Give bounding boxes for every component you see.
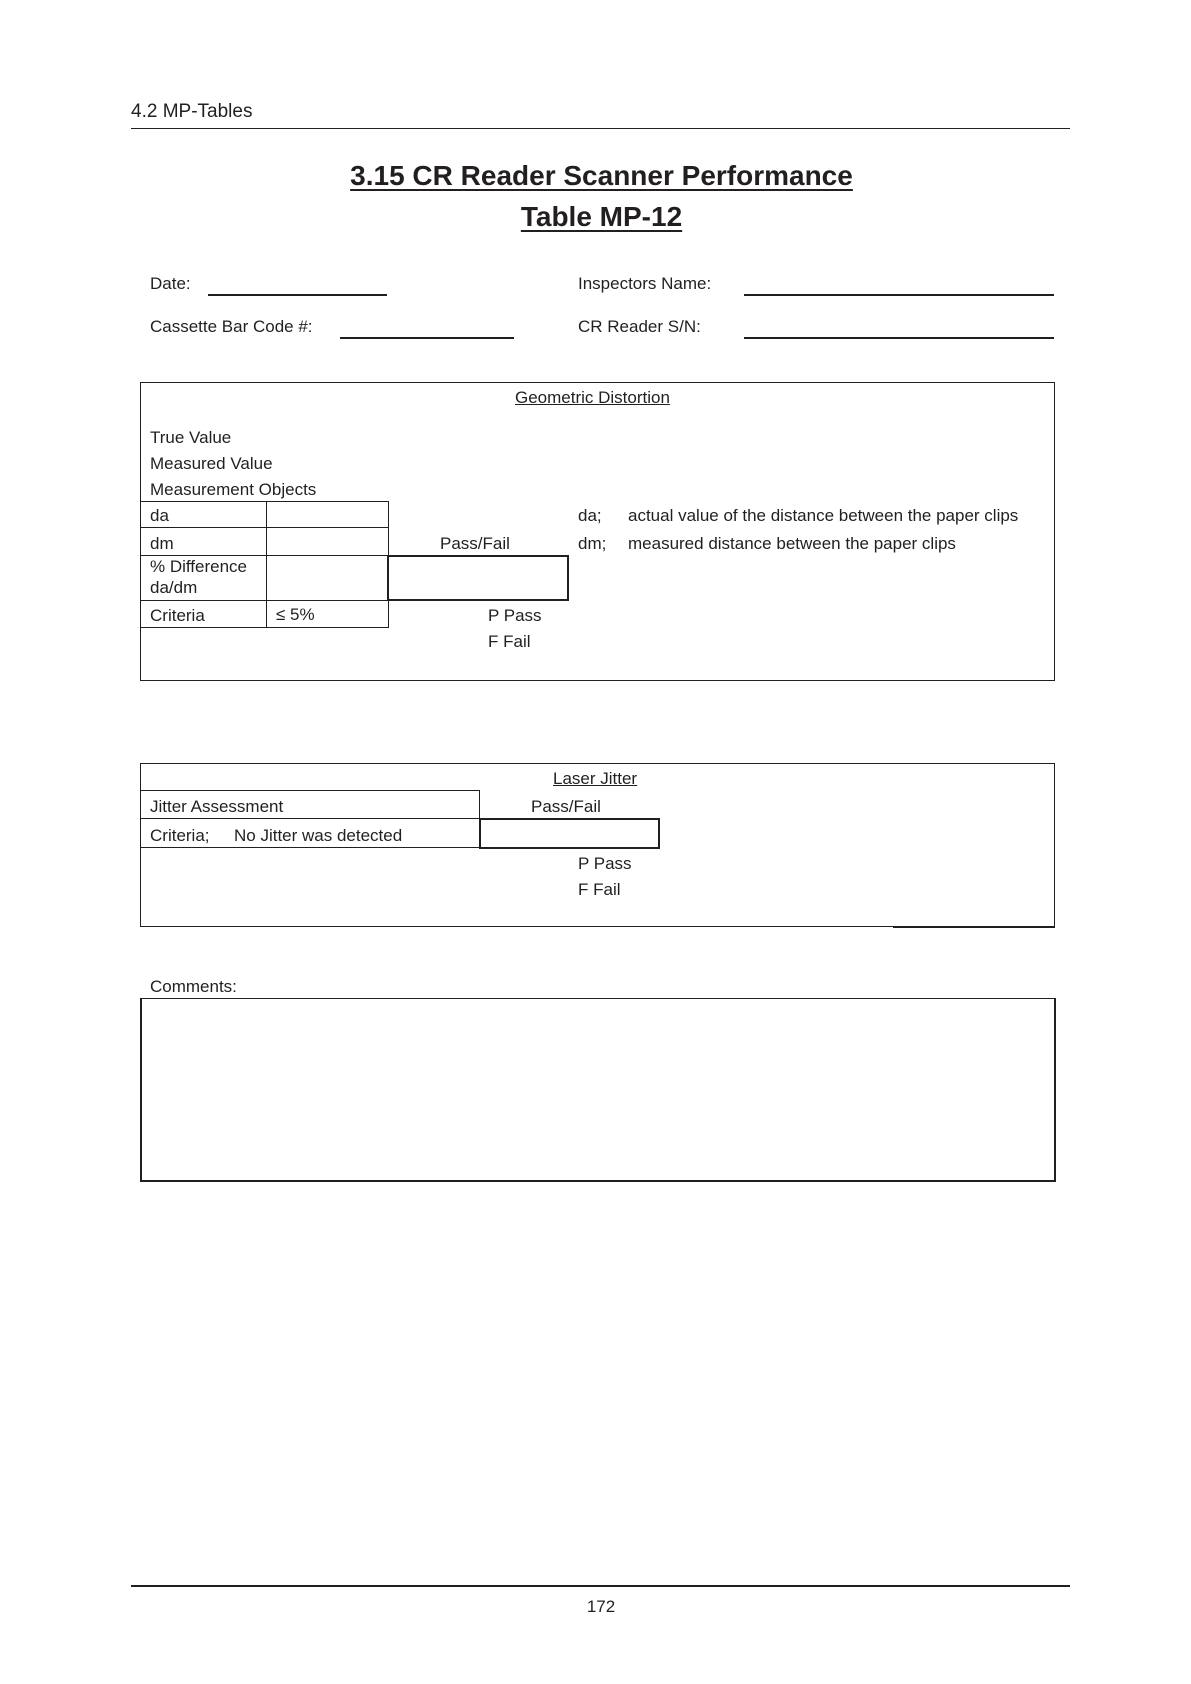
table-divider [140,600,389,601]
page-number: 172 [586,1597,616,1616]
da-value-cell[interactable] [268,503,387,526]
legend-desc-da: actual value of the distance between the paper clips [628,506,1019,525]
page-title: 3.15 CR Reader Scanner Performance [350,160,853,191]
table-column-divider [266,501,267,628]
geometric-heading: Geometric Distortion [515,388,670,407]
measured-value-label: Measured Value [150,454,273,473]
dm-value-cell[interactable] [268,529,387,554]
table-title: Table MP-12 [520,201,683,232]
comments-box[interactable] [140,998,1056,1182]
dm-row-label: dm [150,534,174,553]
pass-fail-label: Pass/Fail [440,534,510,553]
jitter-bottom-accent [893,926,1055,928]
serial-input-line[interactable] [744,337,1054,339]
jitter-pass-fail-label: Pass/Fail [531,797,601,816]
fail-option: F Fail [488,632,531,651]
jitter-pass-fail-box[interactable] [479,818,660,849]
legend-desc-dm: measured distance between the paper clips [628,534,956,553]
serial-label: CR Reader S/N: [578,317,701,336]
criteria-label: Criteria [150,606,205,625]
geometric-pass-fail-box[interactable] [387,555,569,601]
footer-rule [131,1585,1070,1587]
comments-label: Comments: [150,977,237,996]
date-input-line[interactable] [208,294,387,296]
jitter-criteria-value: No Jitter was detected [234,826,403,845]
inspector-input-line[interactable] [744,294,1054,296]
jitter-pass-option: P Pass [578,854,632,873]
jitter-assessment-label: Jitter Assessment [150,797,284,816]
criteria-value: ≤ 5% [276,605,315,624]
measurement-objects-label: Measurement Objects [150,480,317,499]
inspector-label: Inspectors Name: [578,274,712,293]
table-divider [140,527,389,528]
jitter-table-divider [140,818,480,819]
pass-option: P Pass [488,606,542,625]
cassette-input-line[interactable] [340,337,514,339]
section-header: 4.2 MP-Tables [131,101,253,122]
pct-difference-value-cell[interactable] [268,557,387,599]
jitter-criteria-label: Criteria; [150,826,210,845]
header-rule [131,128,1070,129]
true-value-label: True Value [150,428,232,447]
jitter-heading: Laser Jitter [553,769,638,788]
jitter-fail-option: F Fail [578,880,621,899]
legend-term-da: da; [578,506,602,525]
pct-difference-label: % Difference [150,557,248,576]
cassette-label: Cassette Bar Code #: [150,317,313,336]
date-label: Date: [150,274,191,293]
da-row-label: da [150,506,169,525]
table-divider [140,555,389,556]
pct-difference-sublabel: da/dm [150,578,198,597]
legend-term-dm: dm; [578,534,607,553]
